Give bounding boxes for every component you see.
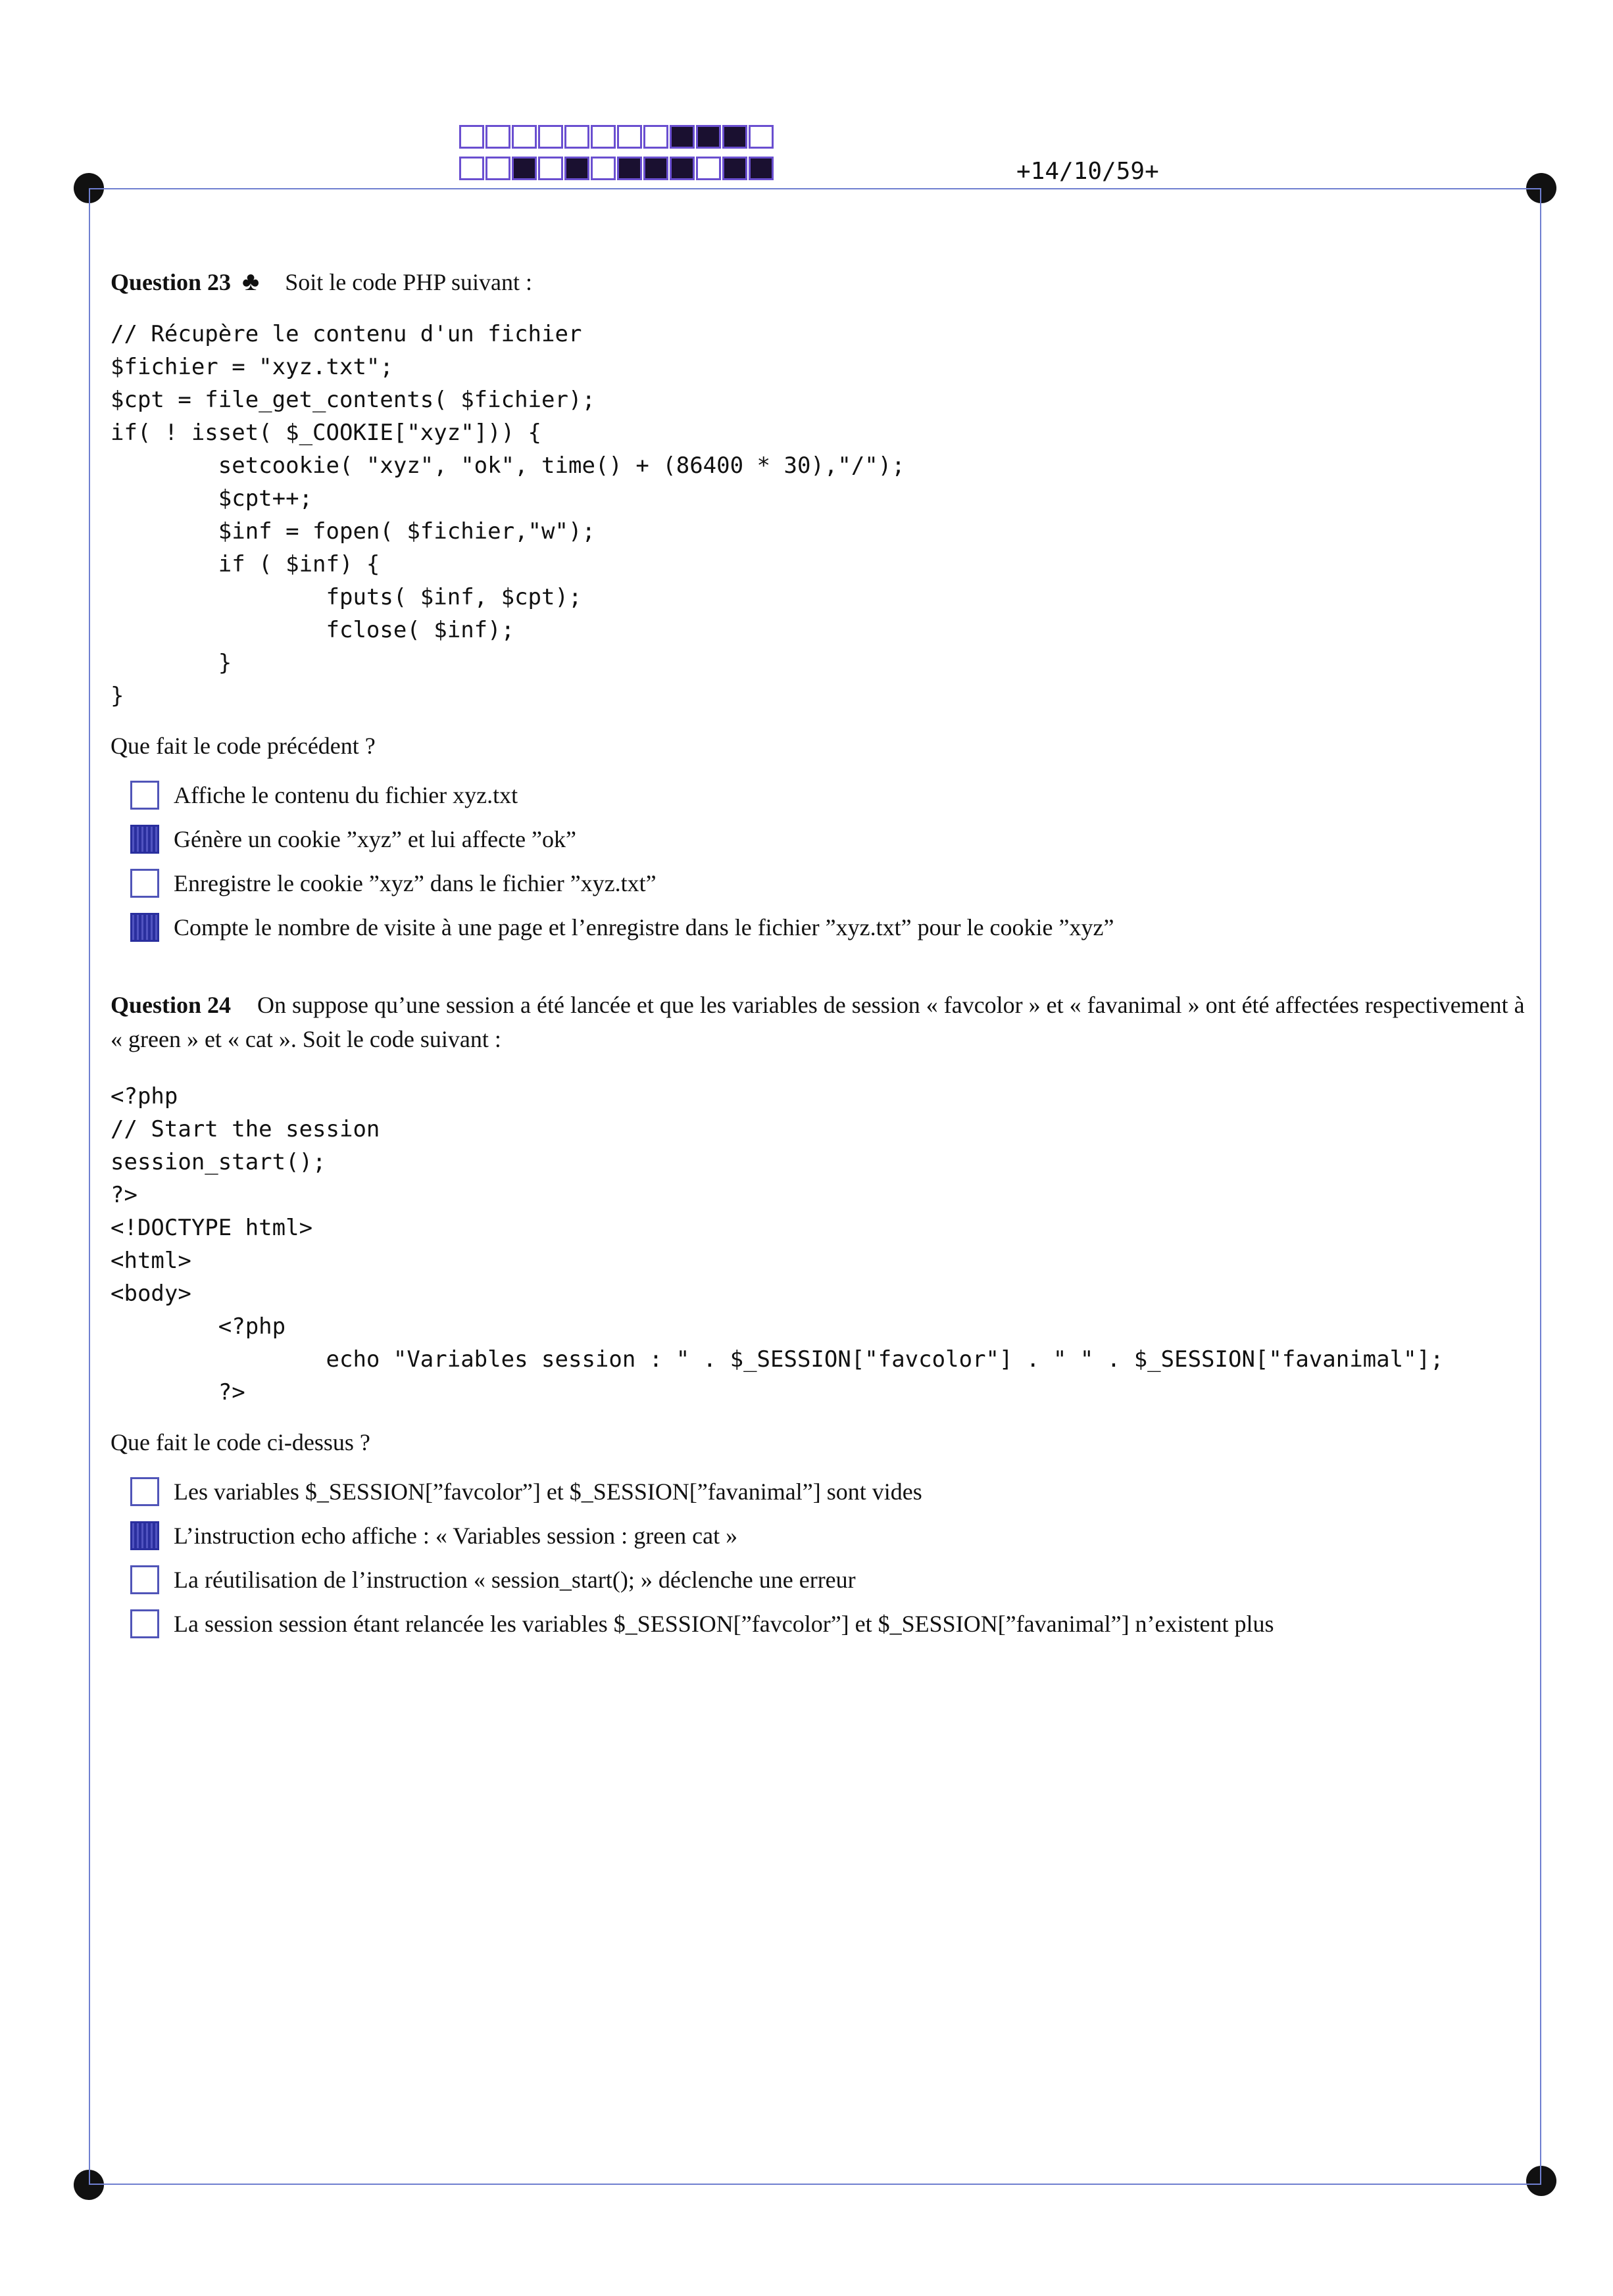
code-cell-empty (538, 157, 563, 180)
code-cell-empty (643, 125, 668, 149)
code-cell-empty (538, 125, 563, 149)
answer-option[interactable] (130, 773, 1538, 817)
answer-option[interactable] (130, 905, 1538, 949)
answer-text: La session session étant relancée les variables $_SESSION[”favcolor”] et $_SESSION[”favanimal”] n’existent plus (174, 1610, 1274, 1637)
answer-option[interactable] (130, 861, 1538, 905)
code-cell-empty (591, 157, 616, 180)
question-24-intro: On suppose qu’une session a été lancée et que les variables de session « favcolor » et « favanimal » ont été affectées respectivement à « green » et « cat ». Soit le code suivant : (111, 992, 1525, 1052)
question-23-header (111, 264, 1538, 299)
answer-option[interactable] (130, 1513, 1538, 1557)
question-24-label: Question 24 (111, 992, 232, 1018)
code-cell-filled (670, 125, 695, 149)
question-23 (111, 264, 1538, 949)
code-cell-empty (459, 125, 484, 149)
page-code-row-2 (459, 157, 775, 180)
code-cell-filled (512, 157, 537, 180)
answer-option[interactable] (130, 1469, 1538, 1513)
code-cell-empty (485, 157, 510, 180)
answer-text: Affiche le contenu du fichier xyz.txt (174, 781, 518, 808)
question-23-intro: Soit le code PHP suivant : (285, 269, 532, 295)
code-cell-filled (696, 125, 721, 149)
question-23-code: // Récupère le contenu d'un fichier $fichier = "xyz.txt"; $cpt = file_get_contents( $fichier); if( ! isset( $_COOKIE["xyz"])) { setcookie( "xyz", "ok", time() + (86400 * 30),"/"); $cpt++; $inf = fopen( $fichier,"w"); if ( $inf) { fputs( $inf, $cpt); fclose( $inf); } } (111, 321, 905, 709)
question-23-prompt: Que fait le code précédent ? (111, 733, 376, 759)
answer-checkbox-checked[interactable] (130, 825, 159, 854)
answer-checkbox[interactable] (130, 1477, 159, 1506)
answer-checkbox[interactable] (130, 781, 159, 810)
code-cell-filled (617, 157, 642, 180)
code-cell-empty (459, 157, 484, 180)
code-cell-filled (749, 157, 774, 180)
answer-text: La réutilisation de l’instruction « session_start(); » déclenche une erreur (174, 1566, 856, 1593)
code-cell-empty (564, 125, 589, 149)
question-24-prompt: Que fait le code ci-dessus ? (111, 1429, 370, 1455)
code-cell-filled (722, 125, 747, 149)
question-23-answers (130, 773, 1538, 949)
question-24 (111, 988, 1538, 1646)
question-23-label: Question 23 (111, 269, 232, 295)
answer-checkbox[interactable] (130, 1565, 159, 1594)
code-cell-empty (512, 125, 537, 149)
code-cell-filled (722, 157, 747, 180)
answer-text: Génère un cookie ”xyz” et lui affecte ”ok” (174, 825, 576, 852)
answer-option[interactable] (130, 817, 1538, 861)
code-cell-filled (643, 157, 668, 180)
code-cell-empty (749, 125, 774, 149)
answer-text: Les variables $_SESSION[”favcolor”] et $_SESSION[”favanimal”] sont vides (174, 1478, 922, 1505)
answer-text: Enregistre le cookie ”xyz” dans le fichier ”xyz.txt” (174, 869, 657, 896)
answer-option[interactable] (130, 1601, 1538, 1646)
answer-checkbox-checked[interactable] (130, 913, 159, 942)
code-cell-filled (670, 157, 695, 180)
question-24-code: <?php // Start the session session_start(); ?> <!DOCTYPE html> <html> <body> <?php echo "Variables session : " . $_SESSION["favcolor"] . " " . $_SESSION["favanimal"]; ?> (111, 1083, 1444, 1405)
club-icon: ♣ (242, 266, 260, 296)
question-24-answers (130, 1469, 1538, 1646)
code-cell-empty (485, 125, 510, 149)
code-cell-empty (617, 125, 642, 149)
code-cell-filled (564, 157, 589, 180)
page-code-row-1 (459, 125, 775, 149)
answer-checkbox-checked[interactable] (130, 1521, 159, 1550)
code-cell-empty (696, 157, 721, 180)
answer-text: Compte le nombre de visite à une page et l’enregistre dans le fichier ”xyz.txt” pour le cookie ”xyz” (174, 914, 1114, 940)
answer-checkbox[interactable] (130, 1609, 159, 1638)
code-cell-empty (591, 125, 616, 149)
answer-checkbox[interactable] (130, 869, 159, 898)
page-id: +14/10/59+ (1016, 158, 1159, 185)
question-24-header (111, 988, 1538, 1056)
answer-option[interactable] (130, 1557, 1538, 1601)
answer-text: L’instruction echo affiche : « Variables session : green cat » (174, 1522, 738, 1549)
